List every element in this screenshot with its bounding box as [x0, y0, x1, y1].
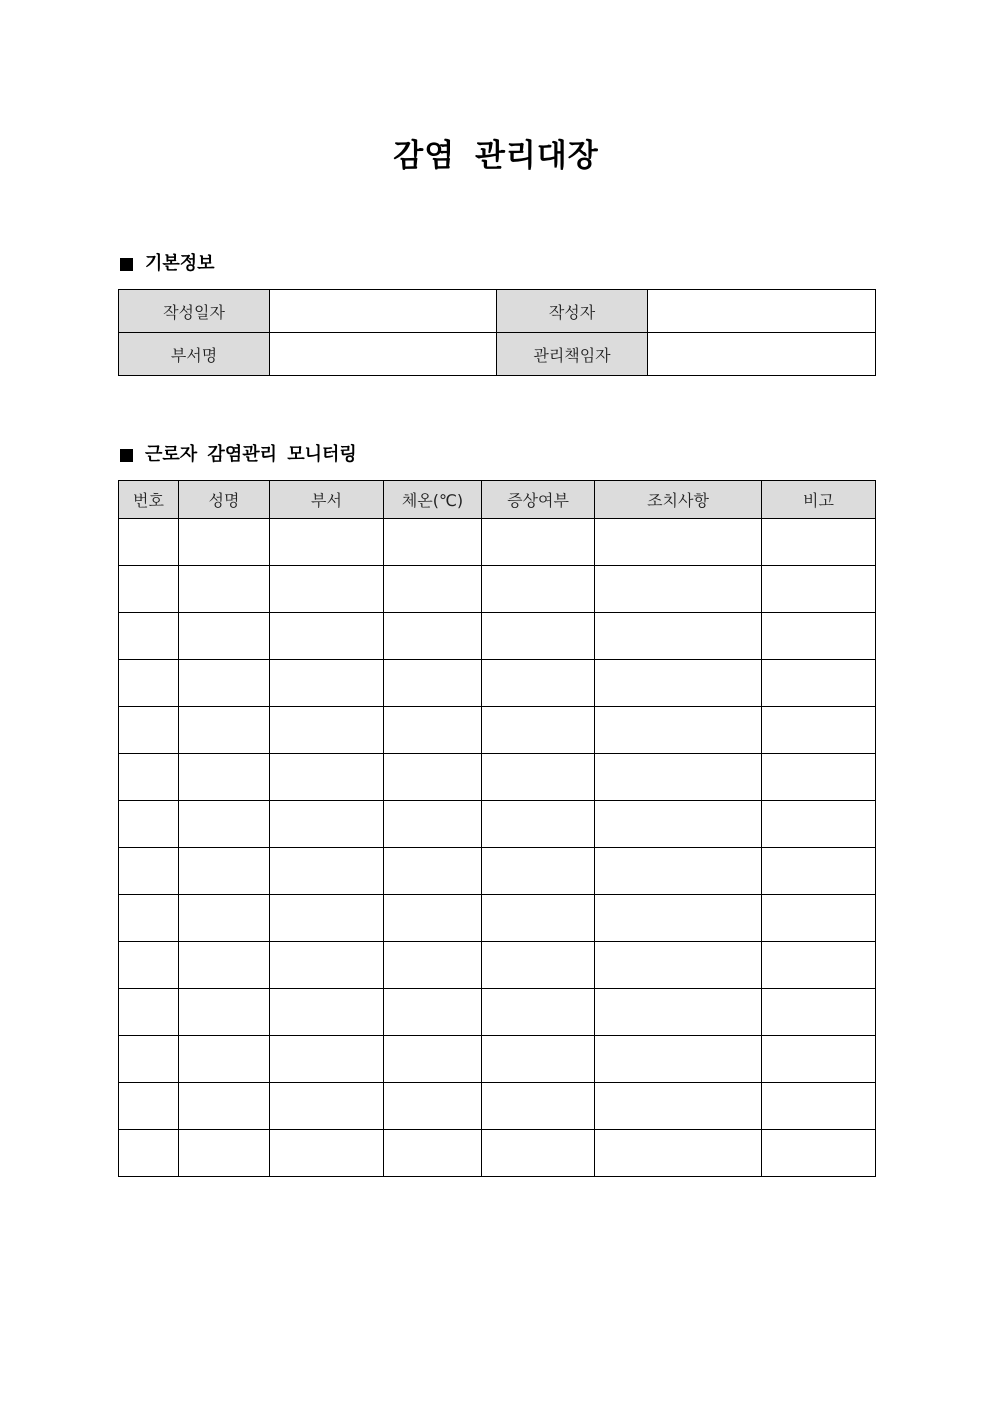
table-header-row: [119, 481, 876, 519]
column-header-actions: 조치사항: [595, 481, 762, 519]
column-header-symptoms: 증상여부: [482, 481, 595, 519]
cell-number[interactable]: [119, 660, 179, 707]
cell-name[interactable]: [179, 1130, 270, 1177]
cell-name[interactable]: [179, 801, 270, 848]
table-row: [119, 290, 876, 333]
field-label-date: 작성일자: [119, 290, 270, 333]
cell-name[interactable]: [179, 566, 270, 613]
cell-actions[interactable]: [595, 519, 762, 566]
field-label-department: 부서명: [119, 333, 270, 376]
cell-number[interactable]: [119, 519, 179, 566]
square-bullet-icon: [120, 258, 133, 271]
cell-actions[interactable]: [595, 942, 762, 989]
cell-actions[interactable]: [595, 989, 762, 1036]
cell-name[interactable]: [179, 848, 270, 895]
cell-symptoms[interactable]: [482, 707, 595, 754]
cell-actions[interactable]: [595, 1130, 762, 1177]
cell-temperature[interactable]: [384, 613, 482, 660]
table-row: [119, 989, 876, 1036]
cell-department[interactable]: [270, 1083, 384, 1130]
cell-symptoms[interactable]: [482, 801, 595, 848]
cell-name[interactable]: [179, 942, 270, 989]
cell-number[interactable]: [119, 754, 179, 801]
cell-remarks[interactable]: [762, 707, 876, 754]
cell-actions[interactable]: [595, 848, 762, 895]
cell-name[interactable]: [179, 707, 270, 754]
cell-temperature[interactable]: [384, 660, 482, 707]
section-heading-basic-info: [118, 252, 215, 276]
cell-number[interactable]: [119, 801, 179, 848]
section-heading-label: 근로자 감염관리 모니터링: [145, 444, 357, 465]
cell-name[interactable]: [179, 1083, 270, 1130]
cell-symptoms[interactable]: [482, 1083, 595, 1130]
cell-actions[interactable]: [595, 754, 762, 801]
cell-name[interactable]: [179, 519, 270, 566]
cell-remarks[interactable]: [762, 519, 876, 566]
table-row: [119, 754, 876, 801]
column-header-number: 번호: [119, 481, 179, 519]
table-row: [119, 942, 876, 989]
table-row: [119, 895, 876, 942]
cell-symptoms[interactable]: [482, 754, 595, 801]
cell-actions[interactable]: [595, 895, 762, 942]
cell-temperature[interactable]: [384, 754, 482, 801]
table-row: [119, 801, 876, 848]
cell-number[interactable]: [119, 895, 179, 942]
column-header-name: 성명: [179, 481, 270, 519]
section-heading-monitoring: [118, 443, 357, 467]
table-row: [119, 848, 876, 895]
cell-remarks[interactable]: [762, 989, 876, 1036]
cell-department[interactable]: [270, 1036, 384, 1083]
cell-number[interactable]: [119, 1083, 179, 1130]
section-heading-label: 기본정보: [145, 253, 215, 274]
cell-actions[interactable]: [595, 660, 762, 707]
field-value-department[interactable]: [270, 333, 497, 376]
monitoring-table: [118, 480, 876, 1177]
cell-name[interactable]: [179, 613, 270, 660]
cell-remarks[interactable]: [762, 1130, 876, 1177]
cell-department[interactable]: [270, 566, 384, 613]
cell-symptoms[interactable]: [482, 895, 595, 942]
cell-name[interactable]: [179, 660, 270, 707]
cell-temperature[interactable]: [384, 989, 482, 1036]
cell-number[interactable]: [119, 848, 179, 895]
column-header-department: 부서: [270, 481, 384, 519]
cell-temperature[interactable]: [384, 801, 482, 848]
cell-temperature[interactable]: [384, 848, 482, 895]
cell-symptoms[interactable]: [482, 660, 595, 707]
table-row: [119, 333, 876, 376]
cell-name[interactable]: [179, 754, 270, 801]
cell-actions[interactable]: [595, 1083, 762, 1130]
cell-symptoms[interactable]: [482, 1130, 595, 1177]
cell-department[interactable]: [270, 519, 384, 566]
cell-symptoms[interactable]: [482, 848, 595, 895]
cell-temperature[interactable]: [384, 1130, 482, 1177]
cell-remarks[interactable]: [762, 942, 876, 989]
monitoring-table-body: [119, 519, 876, 1177]
cell-department[interactable]: [270, 989, 384, 1036]
cell-number[interactable]: [119, 942, 179, 989]
cell-temperature[interactable]: [384, 942, 482, 989]
cell-remarks[interactable]: [762, 1083, 876, 1130]
cell-department[interactable]: [270, 707, 384, 754]
cell-number[interactable]: [119, 707, 179, 754]
field-value-manager[interactable]: [648, 333, 876, 376]
cell-actions[interactable]: [595, 707, 762, 754]
cell-number[interactable]: [119, 1036, 179, 1083]
cell-department[interactable]: [270, 942, 384, 989]
cell-symptoms[interactable]: [482, 566, 595, 613]
table-row: [119, 1036, 876, 1083]
table-row: [119, 1130, 876, 1177]
cell-department[interactable]: [270, 801, 384, 848]
table-row: [119, 566, 876, 613]
cell-department[interactable]: [270, 895, 384, 942]
table-row: [119, 613, 876, 660]
cell-temperature[interactable]: [384, 1036, 482, 1083]
cell-symptoms[interactable]: [482, 519, 595, 566]
table-row: [119, 660, 876, 707]
cell-remarks[interactable]: [762, 754, 876, 801]
cell-name[interactable]: [179, 895, 270, 942]
field-value-author[interactable]: [648, 290, 876, 333]
cell-symptoms[interactable]: [482, 1036, 595, 1083]
square-bullet-icon: [120, 449, 133, 462]
cell-department[interactable]: [270, 660, 384, 707]
cell-symptoms[interactable]: [482, 942, 595, 989]
cell-actions[interactable]: [595, 613, 762, 660]
cell-actions[interactable]: [595, 566, 762, 613]
cell-number[interactable]: [119, 1130, 179, 1177]
cell-number[interactable]: [119, 989, 179, 1036]
page-title: 감염 관리대장: [393, 138, 599, 174]
cell-temperature[interactable]: [384, 1083, 482, 1130]
cell-remarks[interactable]: [762, 1036, 876, 1083]
cell-temperature[interactable]: [384, 519, 482, 566]
cell-remarks[interactable]: [762, 566, 876, 613]
field-label-manager: 관리책임자: [497, 333, 648, 376]
cell-remarks[interactable]: [762, 660, 876, 707]
cell-remarks[interactable]: [762, 801, 876, 848]
cell-remarks[interactable]: [762, 848, 876, 895]
table-row: [119, 519, 876, 566]
cell-remarks[interactable]: [762, 613, 876, 660]
table-row: [119, 707, 876, 754]
field-value-date[interactable]: [270, 290, 497, 333]
cell-temperature[interactable]: [384, 707, 482, 754]
cell-temperature[interactable]: [384, 895, 482, 942]
cell-department[interactable]: [270, 613, 384, 660]
cell-remarks[interactable]: [762, 895, 876, 942]
cell-symptoms[interactable]: [482, 989, 595, 1036]
cell-number[interactable]: [119, 613, 179, 660]
cell-name[interactable]: [179, 989, 270, 1036]
column-header-temperature: 체온(℃): [384, 481, 482, 519]
cell-department[interactable]: [270, 848, 384, 895]
cell-department[interactable]: [270, 1130, 384, 1177]
cell-actions[interactable]: [595, 1036, 762, 1083]
cell-actions[interactable]: [595, 801, 762, 848]
table-row: [119, 1083, 876, 1130]
column-header-remarks: 비고: [762, 481, 876, 519]
field-label-author: 작성자: [497, 290, 648, 333]
cell-symptoms[interactable]: [482, 613, 595, 660]
basic-info-table: [118, 289, 876, 376]
cell-temperature[interactable]: [384, 566, 482, 613]
cell-number[interactable]: [119, 566, 179, 613]
cell-name[interactable]: [179, 1036, 270, 1083]
cell-department[interactable]: [270, 754, 384, 801]
